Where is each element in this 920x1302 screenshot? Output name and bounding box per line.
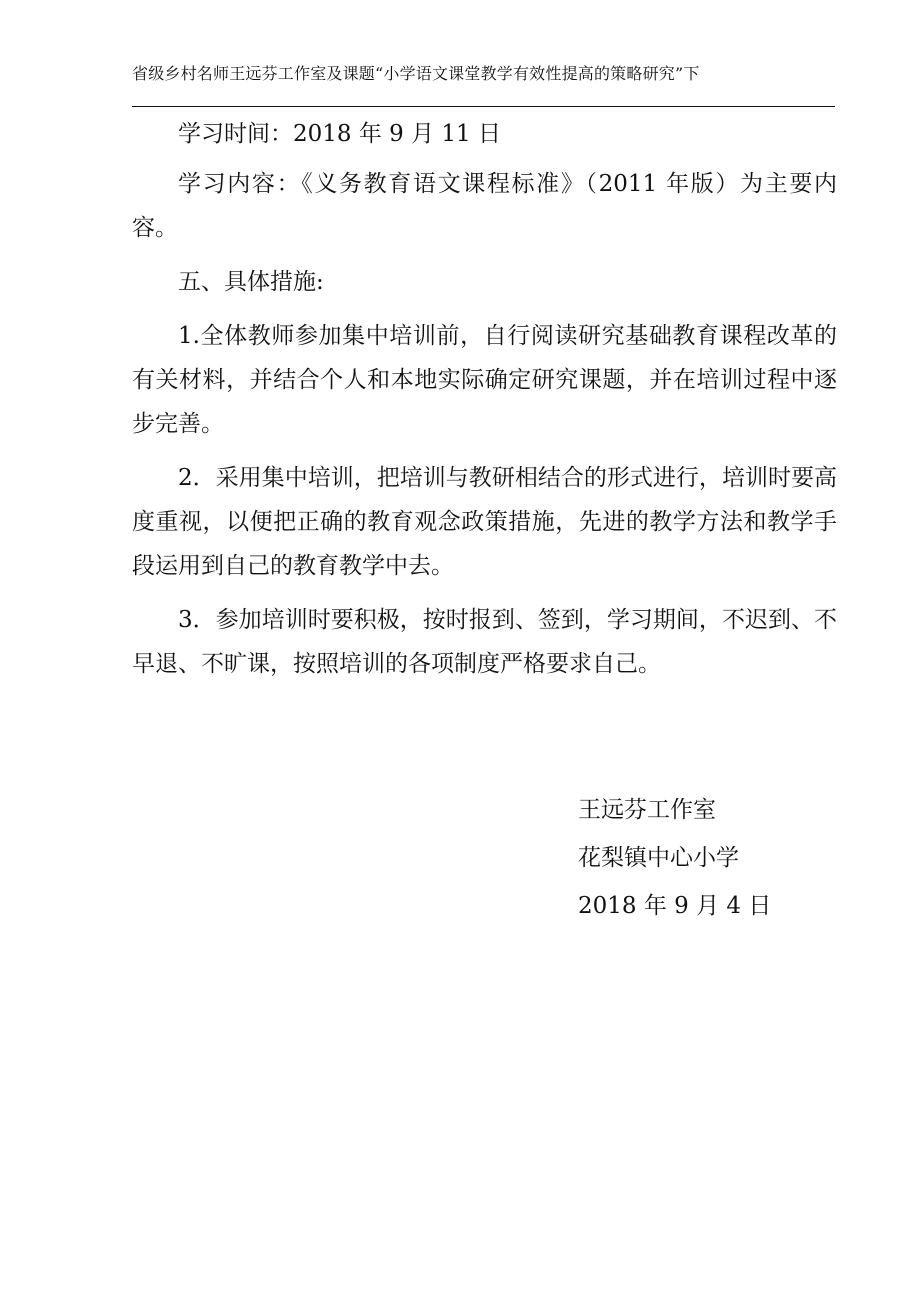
signature-organization: 王远芬工作室 (578, 797, 716, 823)
measure-item-3: 3．参加培训时要积极，按时报到、签到，学习期间，不迟到、不早退、不旷课，按照培训的各项制度严格要求自己。 (132, 607, 837, 677)
section-title: 五、具体措施: (178, 269, 324, 295)
study-time-paragraph: 学习时间：2018 年 9 月 11 日 (178, 121, 501, 147)
measure-item-1: 1.全体教师参加集中培训前，自行阅读研究基础教育课程改革的有关材料，并结合个人和本地实际确定研究课题，并在培训过程中逐步完善。 (132, 323, 837, 437)
signature-block (578, 786, 771, 930)
page-header: 省级乡村名师王远芬工作室及课题“小学语文课堂教学有效性提高的策略研究”下 (132, 64, 700, 83)
document-body (132, 112, 837, 696)
measure-item-2: 2．采用集中培训，把培训与教研相结合的形式进行，培训时要高度重视，以便把正确的教育观念政策措施，先进的教学方法和教学手段运用到自己的教育教学中去。 (132, 465, 837, 579)
study-content-paragraph: 学习内容：《义务教育语文课程标准》（2011 年版）为主要内容。 (132, 171, 837, 241)
signature-date: 2018 年 9 月 4 日 (578, 893, 772, 919)
signature-school: 花梨镇中心小学 (578, 845, 739, 871)
header-divider (132, 106, 835, 107)
